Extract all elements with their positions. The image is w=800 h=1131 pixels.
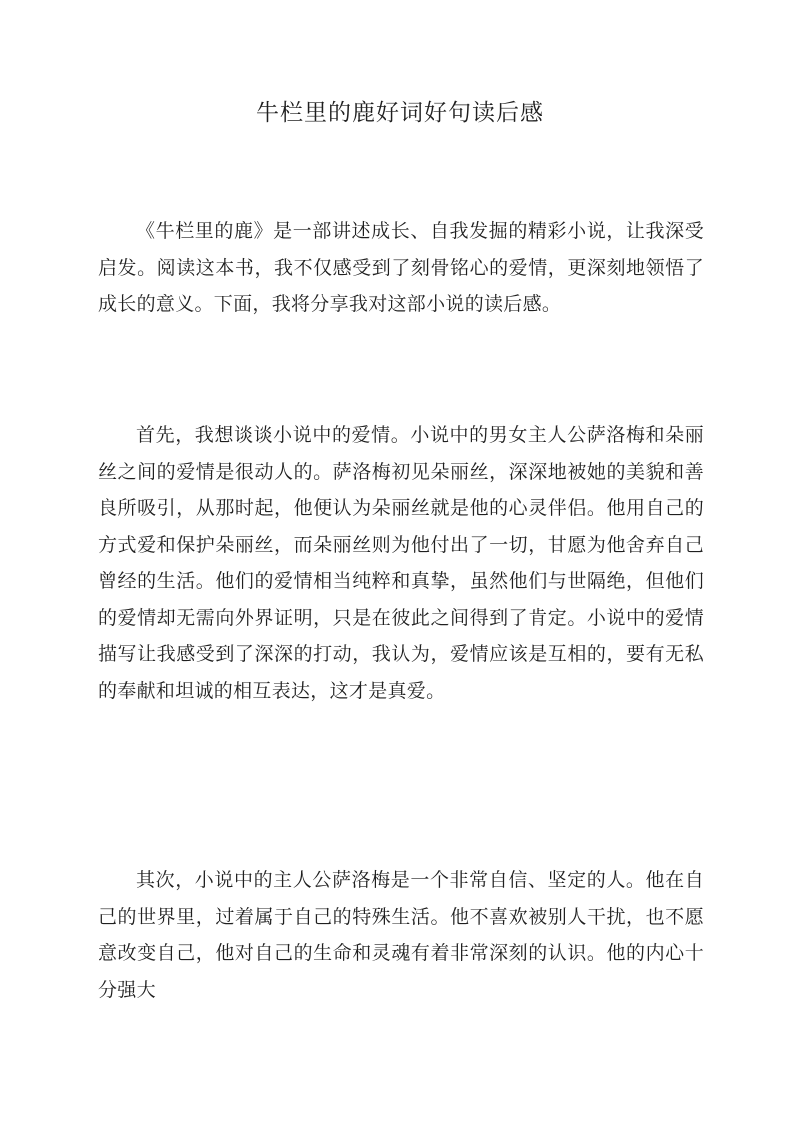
paragraph-love: 首先，我想谈谈小说中的爱情。小说中的男女主人公萨洛梅和朵丽丝之间的爱情是很动人的。萨洛梅初见朵丽丝，深深地被她的美貌和善良所吸引，从那时起，他便认为朵丽丝就是他的心灵伴侣。他用自己的方式爱和保护朵丽丝，而朵丽丝则为他付出了一切，甘愿为他舍弃自己曾经的生活。他们的爱情相当纯粹和真挚，虽然他们与世隔绝，但他们的爱情却无需向外界证明，只是在彼此之间得到了肯定。小说中的爱情描写让我感受到了深深的打动，我认为，爱情应该是互相的，要有无私的奉献和坦诚的相互表达，这才是真爱。 bbox=[98, 424, 704, 702]
document-title: 牛栏里的鹿好词好句读后感 bbox=[256, 100, 544, 126]
paragraph-intro: 《牛栏里的鹿》是一部讲述成长、自我发掘的精彩小说，让我深受启发。阅读这本书，我不仅感受到了刻骨铭心的爱情，更深刻地领悟了成长的意义。下面，我将分享我对这部小说的读后感。 bbox=[98, 220, 704, 315]
paragraph-protagonist: 其次，小说中的主人公萨洛梅是一个非常自信、坚定的人。他在自己的世界里，过着属于自己的特殊生活。他不喜欢被别人干扰，也不愿意改变自己，他对自己的生命和灵魂有着非常深刻的认识。他的内心十分强大 bbox=[98, 869, 704, 1001]
